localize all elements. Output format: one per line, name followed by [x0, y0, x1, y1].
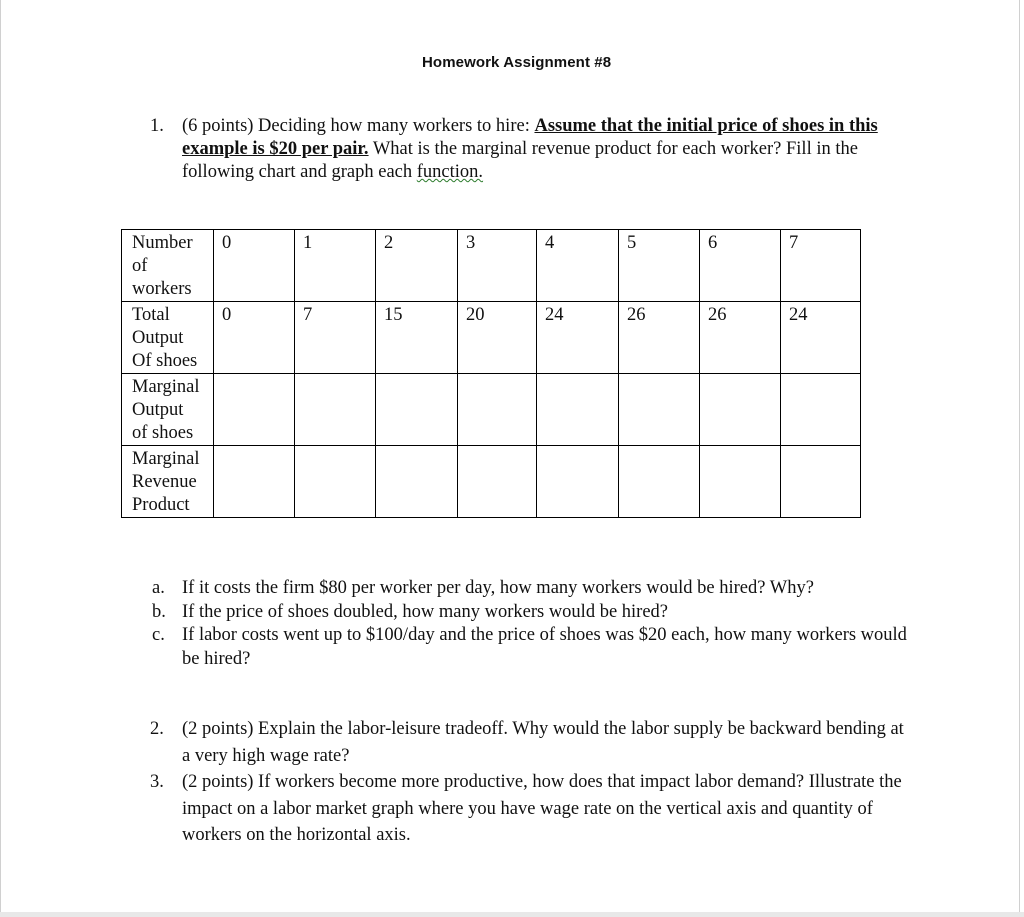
spellcheck-word: function. — [416, 162, 484, 182]
table-cell-blank[interactable] — [537, 446, 619, 518]
question-1-lead: (6 points) Deciding how many workers to hire: — [182, 116, 535, 136]
subquestion-list — [150, 577, 910, 671]
page-title: Homework Assignment #8 — [422, 54, 612, 71]
table-cell-blank[interactable] — [781, 374, 861, 446]
table-cell: 24 — [781, 302, 861, 374]
list-item: a. If it costs the firm $80 per worker per day, how many workers would be hired? Why? — [152, 578, 814, 598]
table-cell: 4 — [537, 230, 619, 302]
table-cell-blank[interactable] — [619, 446, 700, 518]
table-cell-blank[interactable] — [214, 446, 295, 518]
question-1-emphasis: Assume that the initial price of shoes in this example is $20 per pair. — [182, 116, 878, 159]
table-cell: 1 — [295, 230, 376, 302]
list-item: 2. (2 points) Explain the labor-leisure tradeoff. Why would the labor supply be backward bending at a very high wage rate? — [150, 719, 904, 766]
row-workers — [122, 230, 861, 302]
table-cell-blank[interactable] — [700, 374, 781, 446]
table-cell: 26 — [700, 302, 781, 374]
list-item: b. If the price of shoes doubled, how many workers would be hired? — [152, 601, 669, 622]
table-cell-blank[interactable] — [781, 446, 861, 518]
table-cell-blank[interactable] — [376, 446, 458, 518]
table-cell: 2 — [376, 230, 458, 302]
question-1-rest: What is the marginal revenue product for each worker? Fill in the following chart and graph each — [182, 139, 858, 182]
question-list — [150, 716, 910, 849]
viewer-bottom-edge — [0, 912, 1024, 917]
table-cell: 0 — [214, 230, 295, 302]
row-mrp — [122, 446, 861, 518]
table-cell: 3 — [458, 230, 537, 302]
table-cell: 15 — [376, 302, 458, 374]
table-cell-blank[interactable] — [458, 374, 537, 446]
table-cell-blank[interactable] — [295, 446, 376, 518]
row-label-mrp: Marginal Revenue Product — [122, 446, 214, 518]
row-marginal-output — [122, 374, 861, 446]
question-1 — [150, 115, 930, 184]
row-label-total-output: Total Output Of shoes — [122, 302, 214, 374]
table-cell-blank[interactable] — [214, 374, 295, 446]
row-label-workers: Number of workers — [122, 230, 214, 302]
table-cell: 20 — [458, 302, 537, 374]
table-cell-blank[interactable] — [295, 374, 376, 446]
table-cell: 7 — [295, 302, 376, 374]
row-total-output — [122, 302, 861, 374]
table-cell-blank[interactable] — [376, 374, 458, 446]
table-cell: 7 — [781, 230, 861, 302]
table-cell: 6 — [700, 230, 781, 302]
row-label-marginal-output: Marginal Output of shoes — [122, 374, 214, 446]
table-cell: 26 — [619, 302, 700, 374]
table-cell-blank[interactable] — [537, 374, 619, 446]
list-item: c. If labor costs went up to $100/day and the price of shoes was $20 each, how many workers would be hired? — [152, 625, 907, 669]
table-cell-blank[interactable] — [619, 374, 700, 446]
table-cell-blank[interactable] — [458, 446, 537, 518]
output-table — [121, 229, 861, 518]
table-cell-blank[interactable] — [700, 446, 781, 518]
table-cell: 0 — [214, 302, 295, 374]
list-item: 3. (2 points) If workers become more productive, how does that impact labor demand? Illustrate the impact on a labor market graph where you have wage rate on the vertical axis and quantity of workers on the horizontal axis. — [150, 772, 902, 845]
question-1-number: 1. — [150, 116, 164, 136]
table-cell: 5 — [619, 230, 700, 302]
question-1-text — [182, 115, 930, 184]
table-cell: 24 — [537, 302, 619, 374]
